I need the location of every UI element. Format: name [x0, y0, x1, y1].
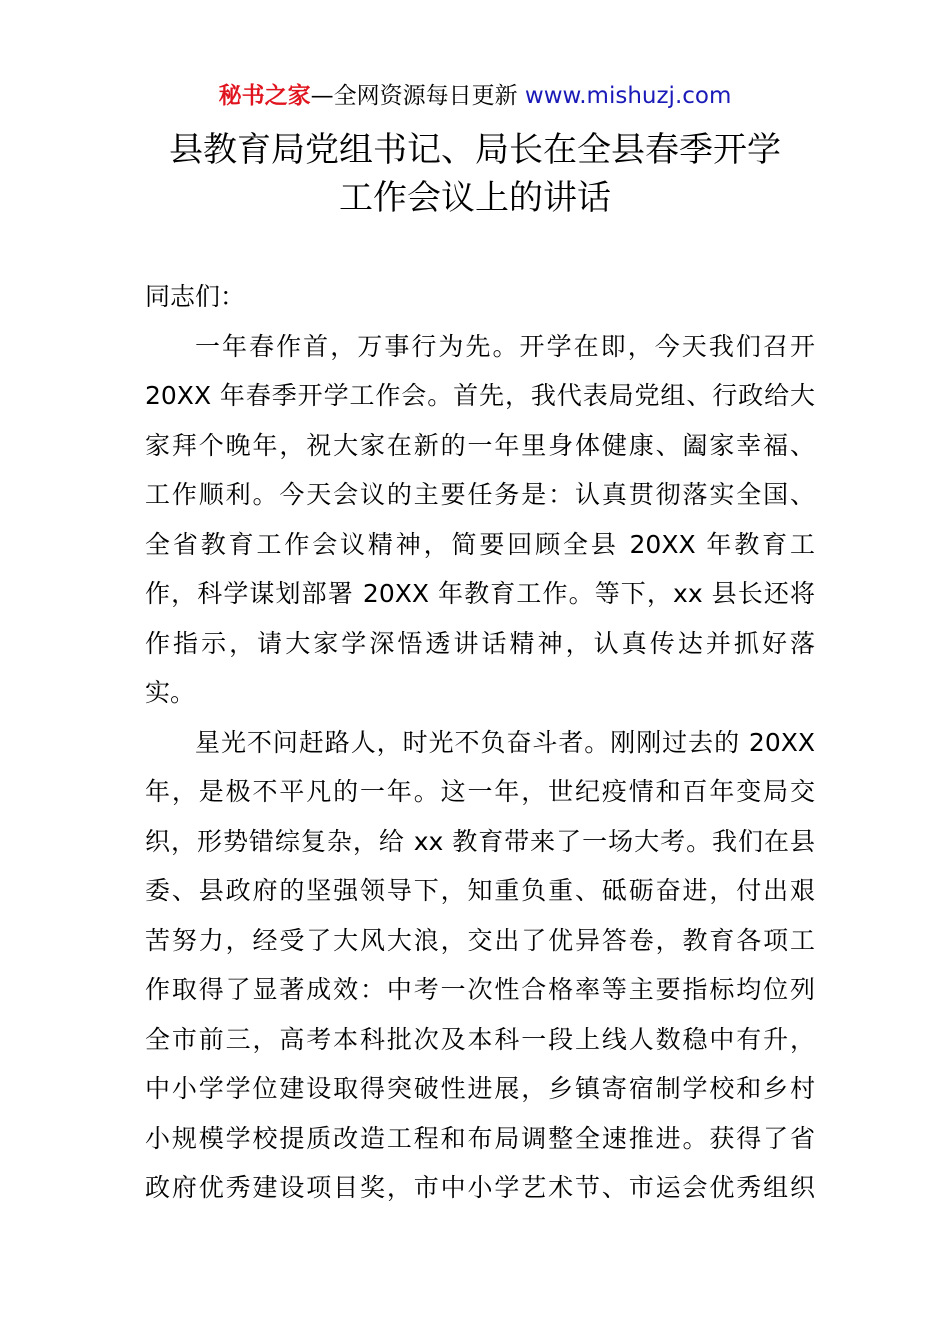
text-line: 全省教育工作会议精神，简要回顾全县 20XX 年教育工 [145, 529, 815, 559]
site-url-link[interactable]: www.mishuzj.com [524, 83, 732, 109]
text-line: 工作顺利。今天会议的主要任务是：认真贯彻落实全国、 [145, 480, 815, 509]
paragraph [145, 718, 815, 1213]
text-line: 作取得了显著成效：中考一次性合格率等主要指标均位列 [145, 975, 815, 1004]
text-line: 家拜个晚年，祝大家在新的一年里身体健康、阖家幸福、 [145, 430, 815, 460]
paragraph [145, 322, 815, 718]
text-line: 全市前三，高考本科批次及本科一段上线人数稳中有升， [145, 1024, 815, 1054]
salutation: 同志们： [145, 282, 246, 311]
text-line: 作，科学谋划部署 20XX 年教育工作。等下，xx 县长还将 [145, 579, 815, 608]
title-line: 县教育局党组书记、局长在全县春季开学 [169, 130, 781, 170]
site-header [0, 80, 950, 112]
text-line: 中小学学位建设取得突破性进展，乡镇寄宿制学校和乡村 [145, 1074, 815, 1103]
text-line: 作指示，请大家学深悟透讲话精神，认真传达并抓好落 [145, 628, 815, 658]
title-line: 工作会议上的讲话 [339, 178, 611, 218]
text-line: 20XX 年春季开学工作会。首先，我代表局党组、行政给大 [145, 381, 815, 410]
text-line: 苦努力，经受了大风大浪，交出了优异答卷，教育各项工 [145, 925, 815, 955]
site-brand: 秘书之家 [218, 83, 311, 109]
document-title [60, 126, 890, 222]
text-line: 实。 [145, 678, 196, 707]
text-line: 织，形势错综复杂，给 xx 教育带来了一场大考。我们在县 [145, 826, 815, 856]
document-body [145, 272, 815, 1213]
text-line: 小规模学校提质改造工程和布局调整全速推进。获得了省 [145, 1123, 815, 1153]
text-line: 一年春作首，万事行为先。开学在即，今天我们召开 [195, 331, 815, 361]
text-line: 委、县政府的坚强领导下，知重负重、砥砺奋进，付出艰 [145, 876, 815, 905]
text-line: 年，是极不平凡的一年。这一年，世纪疫情和百年变局交 [145, 777, 815, 806]
text-line: 政府优秀建设项目奖，市中小学艺术节、市运会优秀组织 [145, 1173, 815, 1202]
site-tagline: —全网资源每日更新 [310, 83, 525, 109]
text-line: 星光不问赶路人，时光不负奋斗者。刚刚过去的 20XX [195, 727, 815, 757]
